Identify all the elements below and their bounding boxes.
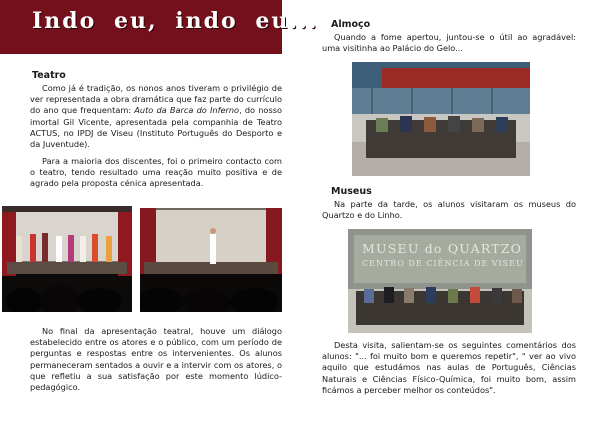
museus-paragraph-1: Na parte da tarde, os alunos visitaram os museus do Quartzo e do Linho. — [322, 199, 576, 221]
teatro-p1-text-b: , do nosso imortal Gil Vicente, apresentada pela companhia de Teatro ACTUS, no IPDJ de Viseu (Instituto Português do Desporto e da Juventude). — [30, 105, 282, 150]
theatre-stage-photo-1 — [2, 206, 132, 312]
almoco-heading: Almoço — [331, 19, 371, 30]
teatro-p1-text-a: Como já é tradição, os nonos anos tiveram o privilégio de ver representada a obra dramática que faz parte do currículo do ano que frequentam: — [30, 83, 282, 116]
museus-paragraph-2: Desta visita, salientam-se os seguintes comentários dos alunos: "... foi muito bom e queremos repetir", " ver ao vivo aquilo que estudámos nas aulas de Português, Ciências Naturais e Ciências Físico-Química, foi muito bom, assim ficámos a perceber melhor os conteúdos". — [322, 340, 576, 395]
museus-heading: Museus — [331, 186, 372, 197]
museum-sign-subtitle: CENTRO DE CIÊNCIA DE VISEU — [362, 259, 524, 268]
theatre-stage-photo-2 — [140, 208, 282, 312]
teatro-work-title: Auto da Barca do Inferno — [134, 105, 240, 116]
museu-do-quartzo-photo — [348, 229, 532, 333]
teatro-paragraph-3: No final da apresentação teatral, houve um diálogo estabelecido entre os atores e o público, com um período de perguntas e respostas entre os intervenientes. Os alunos permaneceram sentados a ouvir e a intervir com os atores, o que refletiu a sua satisfação por este momento lúdico-pedagógico. — [30, 326, 282, 393]
teatro-paragraph-1 — [30, 83, 282, 150]
museum-sign-title: MUSEU do QUARTZO — [362, 241, 523, 256]
teatro-paragraph-2: Para a maioria dos discentes, foi o primeiro contacto com o teatro, tendo resultado uma reação muito positiva e de agrado pela proposta cénica apresentada. — [30, 156, 282, 189]
page-title: Indo eu, indo eu... — [32, 8, 319, 34]
teatro-heading: Teatro — [32, 70, 66, 81]
almoco-paragraph: Quando a fome apertou, juntou-se o útil ao agradável: uma visitinha ao Palácio do Gelo... — [322, 32, 576, 54]
palacio-do-gelo-photo — [352, 62, 530, 176]
